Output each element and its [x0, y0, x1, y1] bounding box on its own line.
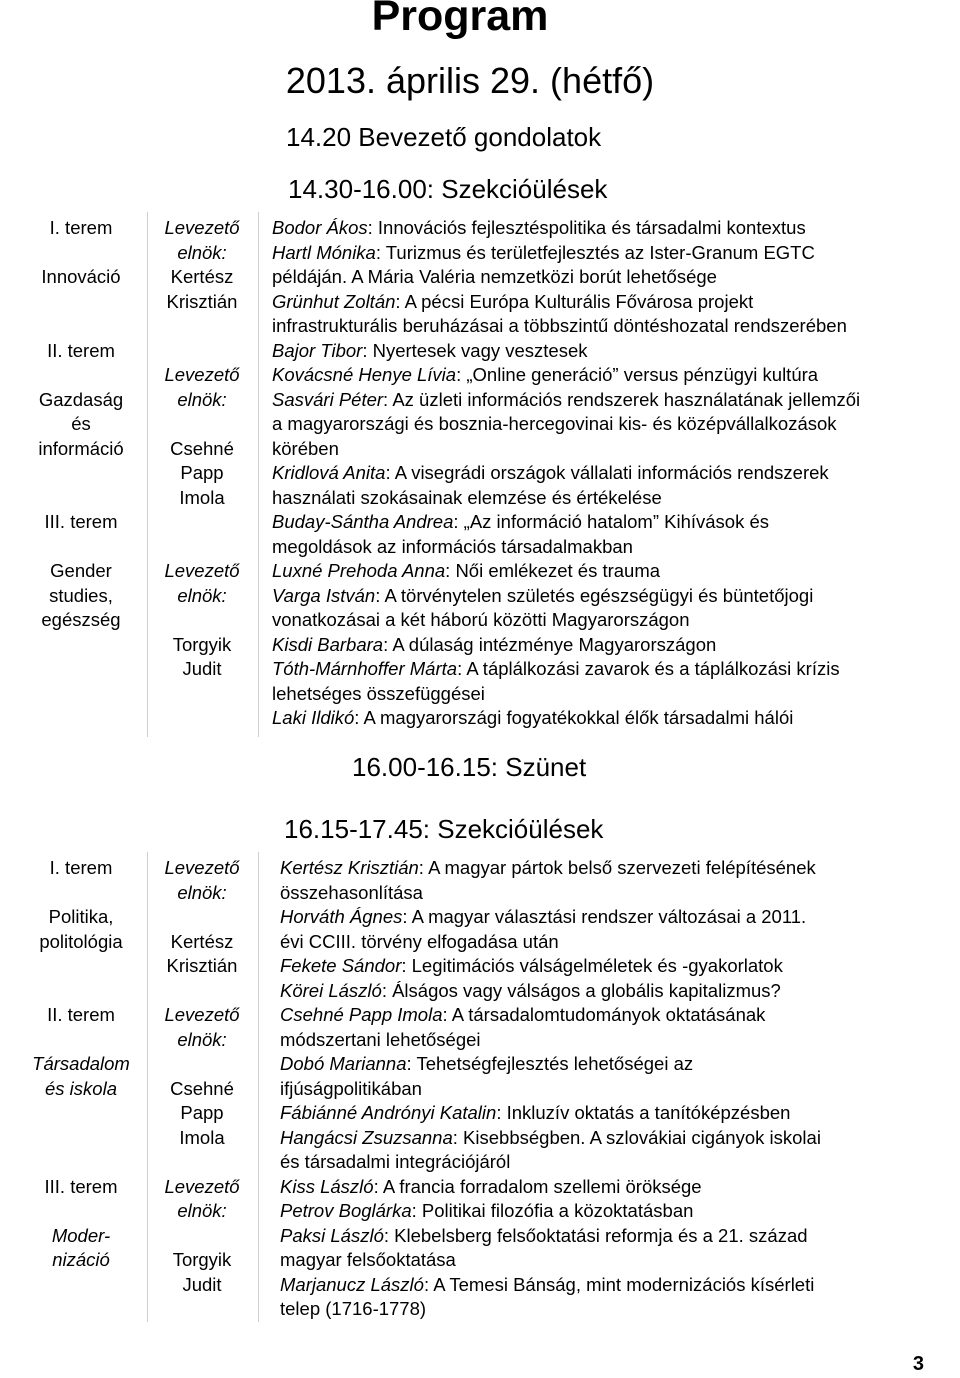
- chair-name: Judit: [182, 658, 222, 679]
- chair-block: [148, 216, 256, 363]
- room-topic: studies,: [49, 584, 113, 606]
- talk-speaker: Luxné Prehoda Anna: [272, 560, 446, 581]
- room-name: III. terem: [44, 511, 118, 532]
- talk-item: Horváth Ágnes: A magyar választási rendszer változásai a 2011. évi CCIII. törvény elfogadása után: [280, 906, 807, 952]
- chair-label: Levezető: [164, 857, 240, 878]
- talk-item: Kovácsné Henye Lívia: „Online generáció” versus pénzügyi kultúra: [272, 364, 819, 385]
- talk-item: Bajor Tibor: Nyertesek vagy vesztesek: [272, 339, 588, 361]
- talk-item: Buday-Sántha Andrea: „Az információ hatalom” Kihívások és megoldások az információs társadalmakban: [272, 511, 770, 557]
- talk-item: Kiss László: A francia forradalom szellemi öröksége: [280, 1175, 702, 1197]
- talk-speaker: Sasvári Péter: [272, 388, 384, 410]
- column-divider: [258, 852, 259, 1322]
- talk-title: Klebelsberg felsőoktatási reformja és a 21. század: [394, 1224, 808, 1246]
- talk-title: A magyar választási rendszer változásai a 2011.: [411, 906, 807, 927]
- room-name: II. terem: [47, 1004, 115, 1025]
- room-block: [20, 1003, 142, 1175]
- talk-title: infrastrukturális beruházásai a többszintű döntéshozatal rendszerében: [272, 315, 847, 336]
- talk-speaker: Bodor Ákos: [272, 217, 368, 238]
- chair-label: Levezető: [164, 1175, 240, 1197]
- session2-chairs: [148, 856, 256, 1297]
- column-divider: [147, 852, 148, 1322]
- room-block: [20, 510, 142, 633]
- talk-title: használati szokásainak elemzése és értékelése: [272, 486, 662, 508]
- room-block: [20, 856, 142, 1003]
- talk-title: példáján. A Mária Valéria nemzetközi borút lehetősége: [272, 266, 717, 287]
- chair-name: Torgyik: [172, 633, 232, 655]
- chair-name: Csehné: [170, 437, 234, 459]
- talk-speaker: Kovácsné Henye Lívia: [272, 364, 457, 385]
- chair-label: Levezető: [164, 560, 240, 581]
- talk-title: körében: [272, 437, 339, 459]
- talk-speaker: Csehné Papp Imola: [280, 1004, 443, 1025]
- talk-item: Hartl Mónika: Turizmus és területfejlesztés az Ister-Granum EGTC példáján. A Mária Valéria nemzetközi borút lehetősége: [272, 241, 815, 287]
- talk-title: ifjúságpolitikában: [280, 1077, 422, 1099]
- talk-speaker: Kisdi Barbara: [272, 633, 384, 655]
- talk-item: Marjanucz László: A Temesi Bánság, mint modernizációs kísérleti telep (1716-1778): [280, 1273, 815, 1319]
- talk-speaker: Fekete Sándor: [280, 955, 402, 976]
- session2-heading: 16.15-17.45: Szekcióülések: [284, 814, 604, 844]
- column-divider: [258, 212, 259, 737]
- talk-speaker: Marjanucz László: [280, 1273, 424, 1295]
- chair-label: elnök:: [177, 1200, 227, 1221]
- talk-title: A magyar pártok belső szervezeti felépítésének: [428, 857, 816, 878]
- talk-title: magyar felsőoktatása: [280, 1249, 456, 1270]
- talk-item: Sasvári Péter: Az üzleti információs rendszerek használatának jellemzői a magyarországi és bosznia-hercegovinai kis- és középvállalkozások körében: [272, 388, 861, 459]
- talk-speaker: Körei László: [280, 979, 382, 1001]
- talk-title: vonatkozásai a két háború közötti Magyarországon: [272, 609, 690, 630]
- talk-speaker: Laki Ildikó: [272, 707, 355, 728]
- talk-title: Tehetségfejlesztés lehetőségei az: [416, 1053, 694, 1074]
- chair-name: Csehné: [170, 1077, 234, 1099]
- chair-block: [148, 856, 256, 1003]
- chair-name: Papp: [180, 1102, 224, 1123]
- talk-item: Paksi László: Klebelsberg felsőoktatási reformja és a 21. század magyar felsőoktatása: [280, 1224, 808, 1270]
- talk-title: Politikai filozófia a közoktatásban: [421, 1200, 694, 1221]
- talk-item: Grünhut Zoltán: A pécsi Európa Kulturális Fővárosa projekt infrastrukturális beruházásai a többszintű döntéshozatal rendszerében: [272, 290, 847, 336]
- chair-label: Levezető: [164, 1004, 240, 1025]
- chair-label: elnök:: [177, 388, 227, 410]
- talk-title: évi CCIII. törvény elfogadása után: [280, 930, 559, 952]
- talk-item: Hangácsi Zsuzsanna: Kisebbségben. A szlovákiai cigányok iskolai és társadalmi integrációjáról: [280, 1126, 821, 1172]
- talk-title: megoldások az információs társadalmakban: [272, 535, 633, 557]
- room-topic: információ: [38, 437, 124, 459]
- talk-title: Nyertesek vagy vesztesek: [372, 339, 588, 361]
- chair-name: Judit: [182, 1273, 222, 1295]
- talk-speaker: Fábiánné Andrónyi Katalin: [280, 1102, 497, 1123]
- session2-rooms: [20, 856, 142, 1273]
- chair-block: [148, 363, 256, 559]
- page-title-text: Program: [371, 0, 549, 40]
- room-name: II. terem: [47, 339, 115, 361]
- room-topic: Innováció: [41, 266, 121, 287]
- talk-item: Kertész Krisztián: A magyar pártok belső szervezeti felépítésének összehasonlítása: [280, 857, 816, 903]
- page-title: [0, 0, 940, 41]
- chair-name: Papp: [180, 462, 224, 483]
- room-topic: nizáció: [52, 1249, 110, 1270]
- talk-speaker: Buday-Sántha Andrea: [272, 511, 454, 532]
- chair-label: Levezető: [164, 217, 240, 238]
- talk-speaker: Varga István: [272, 584, 376, 606]
- talk-title: A Temesi Bánság, mint modernizációs kísérleti: [433, 1273, 815, 1295]
- talk-speaker: Dobó Marianna: [280, 1053, 407, 1074]
- room-topic: Társadalom: [32, 1053, 130, 1074]
- room-topic: egészség: [41, 609, 121, 630]
- talk-speaker: Kiss László: [280, 1175, 374, 1197]
- chair-name: Kertész: [170, 930, 234, 952]
- talk-title: A magyarországi fogyatékokkal élők társadalmi hálói: [363, 707, 794, 728]
- talk-item: Fekete Sándor: Legitimációs válságelméletek és -gyakorlatok: [280, 955, 783, 976]
- chair-block: [148, 1003, 256, 1175]
- talk-item: Petrov Boglárka: Politikai filozófia a közoktatásban: [280, 1200, 694, 1221]
- talk-item: Bodor Ákos: Innovációs fejlesztéspolitika és társadalmi kontextus: [272, 217, 806, 238]
- chair-label: elnök:: [177, 881, 227, 903]
- room-topic: és: [71, 413, 91, 434]
- talk-item: Dobó Marianna: Tehetségfejlesztés lehetőségei az ifjúságpolitikában: [280, 1053, 694, 1099]
- talk-title: Az üzleti információs rendszerek használatának jellemzői: [392, 388, 861, 410]
- session2-talks: [280, 856, 821, 1322]
- talk-title: Kisebbségben. A szlovákiai cigányok iskolai: [463, 1126, 821, 1148]
- break-heading: 16.00-16.15: Szünet: [352, 752, 587, 782]
- chair-name: Kertész: [170, 266, 234, 287]
- talk-item: Varga István: A törvénytelen születés egészségügyi és büntetőjogi vonatkozásai a két háború közötti Magyarországon: [272, 584, 814, 630]
- talk-title: „Az információ hatalom” Kihívások és: [463, 511, 770, 532]
- talk-title: Inkluzív oktatás a tanítóképzésben: [506, 1102, 791, 1123]
- talk-title: „Online generáció” versus pénzügyi kultúra: [466, 364, 819, 385]
- talk-title: Női emlékezet és trauma: [455, 560, 661, 581]
- talk-title: összehasonlítása: [280, 881, 423, 903]
- talk-title: A visegrádi országok vállalati információs rendszerek: [394, 462, 829, 483]
- talk-title: A dúlaság intézménye Magyarországon: [392, 633, 717, 655]
- chair-name: Torgyik: [172, 1249, 232, 1270]
- room-name: I. terem: [49, 857, 113, 878]
- talk-item: Fábiánné Andrónyi Katalin: Inkluzív oktatás a tanítóképzésben: [280, 1102, 791, 1123]
- program-date-text: 2013. április 29. (hétfő): [285, 60, 655, 101]
- chair-name: Imola: [179, 1126, 225, 1148]
- room-block: [20, 216, 142, 339]
- room-block: [20, 1175, 142, 1273]
- talk-item: Tóth-Márnhoffer Márta: A táplálkozási zavarok és a táplálkozási krízis lehetséges összefüggései: [272, 658, 840, 704]
- talk-title: A törvénytelen születés egészségügyi és büntetőjogi: [384, 584, 814, 606]
- talk-title: telep (1716-1778): [280, 1298, 427, 1319]
- room-topic: Gazdaság: [38, 388, 124, 410]
- talk-title: A táplálkozási zavarok és a táplálkozási krízis: [466, 658, 840, 679]
- talk-item: Csehné Papp Imola: A társadalomtudományok oktatásának módszertani lehetőségei: [280, 1004, 766, 1050]
- talk-title: Turizmus és területfejlesztés az Ister-Granum EGTC: [385, 241, 815, 263]
- room-topic: Politika,: [48, 906, 114, 927]
- talk-speaker: Tóth-Márnhoffer Márta: [272, 658, 458, 679]
- talk-speaker: Paksi László: [280, 1224, 384, 1246]
- chair-label: Levezető: [164, 364, 240, 385]
- talk-title: a magyarországi és bosznia-hercegovinai kis- és középvállalkozások: [272, 413, 837, 434]
- chair-block: [148, 559, 256, 682]
- talk-title: és társadalmi integrációjáról: [280, 1151, 511, 1172]
- session1-chairs: [148, 216, 256, 682]
- room-block: [20, 339, 142, 511]
- room-topic: és iskola: [45, 1077, 117, 1099]
- room-name: III. terem: [44, 1175, 118, 1197]
- talk-item: Kridlová Anita: A visegrádi országok vállalati információs rendszerek használati szokásainak elemzése és értékelése: [272, 462, 829, 508]
- chair-label: elnök:: [177, 1028, 227, 1050]
- chair-label: elnök:: [177, 241, 227, 263]
- intro-heading: 14.20 Bevezető gondolatok: [286, 122, 602, 152]
- talk-title: A társadalomtudományok oktatásának: [451, 1004, 766, 1025]
- talk-speaker: Kertész Krisztián: [280, 857, 419, 878]
- session1-rooms: [20, 216, 142, 633]
- room-topic: Moder-: [51, 1224, 111, 1246]
- talk-title: Legitimációs válságelméletek és -gyakorlatok: [411, 955, 783, 976]
- chair-label: elnök:: [177, 584, 227, 606]
- talk-item: Laki Ildikó: A magyarországi fogyatékokkal élők társadalmi hálói: [272, 707, 794, 728]
- session1-talks: [272, 216, 860, 731]
- program-date: [0, 60, 940, 102]
- talk-title: lehetséges összefüggései: [272, 682, 485, 704]
- talk-item: Körei László: Álságos vagy válságos a globális kapitalizmus?: [280, 979, 781, 1001]
- talk-item: Kisdi Barbara: A dúlaság intézménye Magyarországon: [272, 633, 717, 655]
- talk-speaker: Kridlová Anita: [272, 462, 386, 483]
- chair-name: Krisztián: [166, 955, 238, 976]
- talk-speaker: Bajor Tibor: [272, 339, 363, 361]
- room-topic: politológia: [39, 930, 123, 952]
- talk-title: módszertani lehetőségei: [280, 1028, 481, 1050]
- chair-name: Imola: [179, 486, 225, 508]
- talk-speaker: Grünhut Zoltán: [272, 290, 396, 312]
- talk-speaker: Hangácsi Zsuzsanna: [280, 1126, 453, 1148]
- room-topic: Gender: [50, 560, 112, 581]
- talk-title: Innovációs fejlesztéspolitika és társadalmi kontextus: [377, 217, 806, 238]
- talk-title: A pécsi Európa Kulturális Fővárosa projekt: [404, 290, 754, 312]
- talk-title: A francia forradalom szellemi öröksége: [382, 1175, 702, 1197]
- talk-title: Álságos vagy válságos a globális kapitalizmus?: [392, 979, 781, 1001]
- chair-block: [148, 1175, 256, 1298]
- talk-speaker: Horváth Ágnes: [280, 906, 403, 927]
- page-number: 3: [912, 1353, 924, 1375]
- talk-item: Luxné Prehoda Anna: Női emlékezet és trauma: [272, 560, 661, 581]
- session1-heading: 14.30-16.00: Szekcióülések: [288, 174, 608, 204]
- talk-speaker: Petrov Boglárka: [280, 1200, 412, 1221]
- column-divider: [147, 212, 148, 737]
- talk-speaker: Hartl Mónika: [272, 241, 376, 263]
- chair-name: Krisztián: [166, 290, 238, 312]
- room-name: I. terem: [49, 217, 113, 238]
